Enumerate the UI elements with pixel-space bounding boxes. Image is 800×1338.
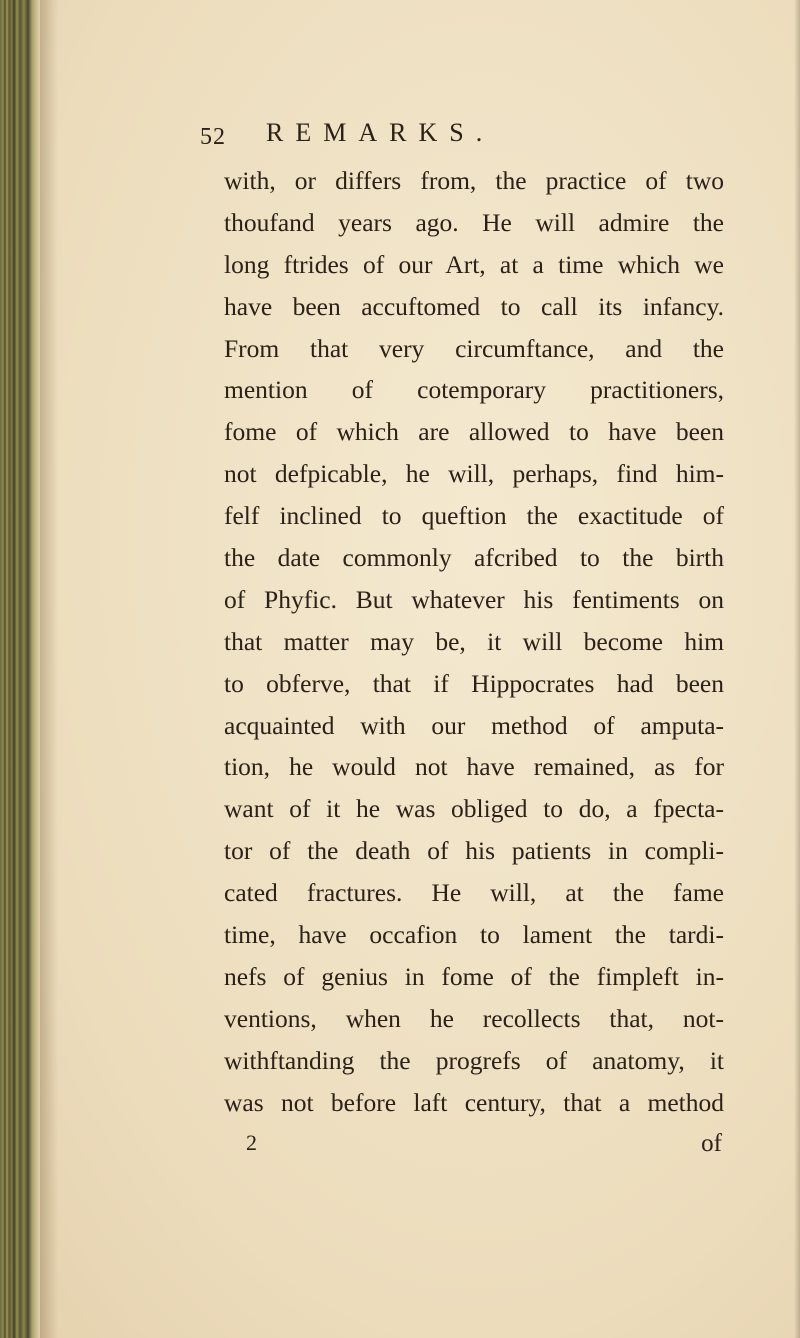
text-line: long ftrides of our Art, at a time which we: [224, 249, 724, 279]
body-text: [224, 160, 724, 1123]
text-line: to obferve, that if Hippocrates had been: [224, 668, 724, 698]
text-line: not defpicable, he will, perhaps, find him-: [224, 459, 724, 489]
text-line: From that very circumftance, and the: [224, 333, 724, 363]
text-line: felf inclined to queftion the exactitude of: [224, 501, 724, 531]
page-edge: [794, 0, 800, 1338]
text-line: withftanding the progrefs of anatomy, it: [224, 1045, 724, 1075]
text-line: ventions, when he recollects that, not-: [224, 1003, 724, 1033]
gutter-shadow: [40, 0, 58, 1338]
text-line: tor of the death of his patients in compli-: [224, 836, 724, 866]
text-line: acquainted with our method of amputa-: [224, 710, 724, 740]
text-line: time, have occafion to lament the tardi-: [224, 920, 724, 950]
binding-gutter: [0, 0, 40, 1338]
page-footer: [224, 1130, 724, 1170]
text-line: have been accuftomed to call its infancy.: [224, 291, 724, 321]
text-line: mention of cotemporary practitioners,: [224, 375, 724, 405]
text-line: was not before laft century, that a method: [224, 1087, 724, 1117]
page-header: [200, 118, 640, 158]
text-line: want of it he was obliged to do, a fpecta-: [224, 794, 724, 824]
signature-mark: 2: [246, 1130, 257, 1155]
text-line: that matter may be, it will become him: [224, 626, 724, 656]
text-line: nefs of genius in fome of the fimpleft in-: [224, 961, 724, 991]
text-line: fome of which are allowed to have been: [224, 417, 724, 447]
page-number: 52: [200, 124, 226, 150]
text-line: tion, he would not have remained, as for: [224, 752, 724, 782]
running-head: REMARKS.: [266, 118, 495, 147]
catchword: of: [701, 1130, 722, 1157]
text-line: thoufand years ago. He will admire the: [224, 207, 724, 237]
text-line: cated fractures. He will, at the fame: [224, 878, 724, 908]
text-line: of Phyfic. But whatever his fentiments on: [224, 584, 724, 614]
text-line: with, or differs from, the practice of two: [224, 166, 724, 195]
text-line: the date commonly afcribed to the birth: [224, 543, 724, 573]
